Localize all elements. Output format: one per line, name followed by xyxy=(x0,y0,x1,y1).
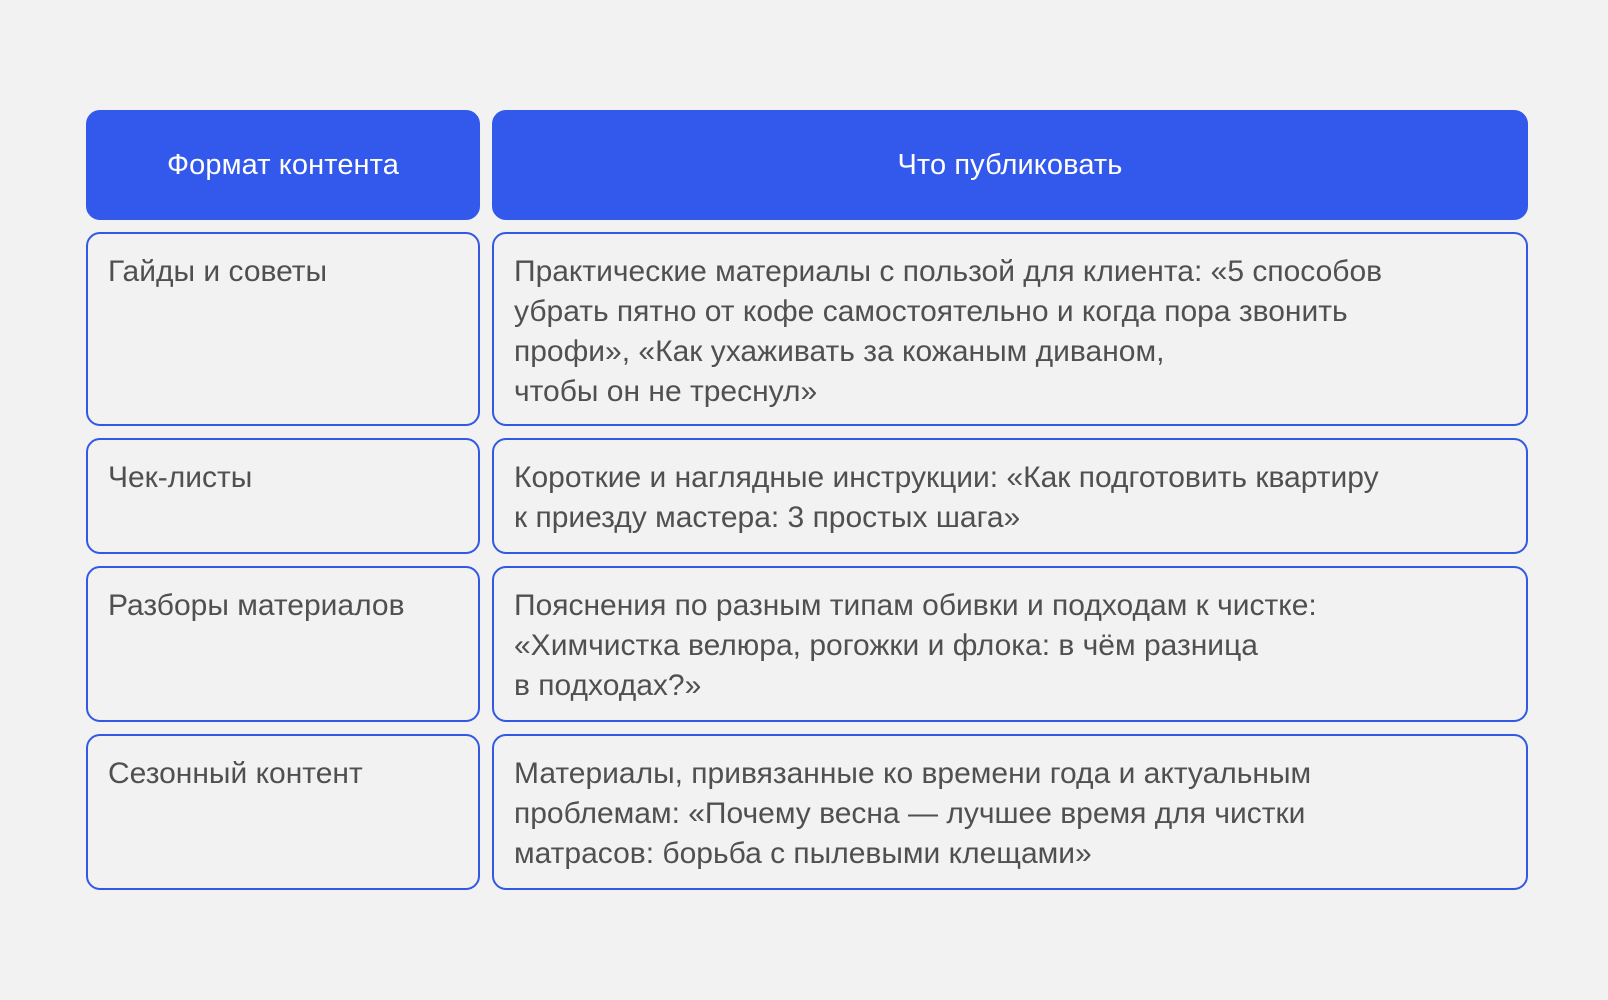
format-cell xyxy=(86,232,480,426)
content-line: профи», «Как ухаживать за кожаным диваном, xyxy=(514,335,1165,368)
format-cell xyxy=(86,438,480,554)
format-label: Чек-листы xyxy=(108,461,253,494)
content-line: Пояснения по разным типам обивки и подходам к чистке: xyxy=(514,589,1317,622)
header-label-format: Формат контента xyxy=(167,148,399,181)
content-line: Короткие и наглядные инструкции: «Как подготовить квартиру xyxy=(514,461,1379,494)
content-cell xyxy=(492,232,1528,426)
format-cell xyxy=(86,566,480,722)
content-format-table xyxy=(86,110,1528,902)
header-label-what-to-publish: Что публиковать xyxy=(897,148,1123,181)
table-row xyxy=(86,232,1528,426)
content-cell xyxy=(492,566,1528,722)
format-label: Сезонный контент xyxy=(108,757,363,790)
content-line: проблемам: «Почему весна — лучшее время для чистки xyxy=(514,797,1306,830)
header-cell-format xyxy=(86,110,480,220)
content-line: в подходах?» xyxy=(514,669,702,702)
format-label: Разборы материалов xyxy=(108,589,405,622)
content-line: к приезду мастера: 3 простых шага» xyxy=(514,501,1021,534)
content-cell xyxy=(492,438,1528,554)
table-row xyxy=(86,438,1528,554)
content-line: убрать пятно от кофе самостоятельно и когда пора звонить xyxy=(514,295,1348,328)
content-line: Материалы, привязанные ко времени года и актуальным xyxy=(514,757,1312,790)
content-cell xyxy=(492,734,1528,890)
table-row xyxy=(86,734,1528,890)
content-line: чтобы он не треснул» xyxy=(514,375,818,408)
content-line: Практические материалы с пользой для клиента: «5 способов xyxy=(514,255,1383,288)
format-label: Гайды и советы xyxy=(108,255,328,288)
table-header-row xyxy=(86,110,1528,220)
content-line: «Химчистка велюра, рогожки и флока: в чём разница xyxy=(514,629,1258,662)
table-row xyxy=(86,566,1528,722)
content-line: матрасов: борьба с пылевыми клещами» xyxy=(514,837,1092,870)
format-cell xyxy=(86,734,480,890)
header-cell-what-to-publish xyxy=(492,110,1528,220)
